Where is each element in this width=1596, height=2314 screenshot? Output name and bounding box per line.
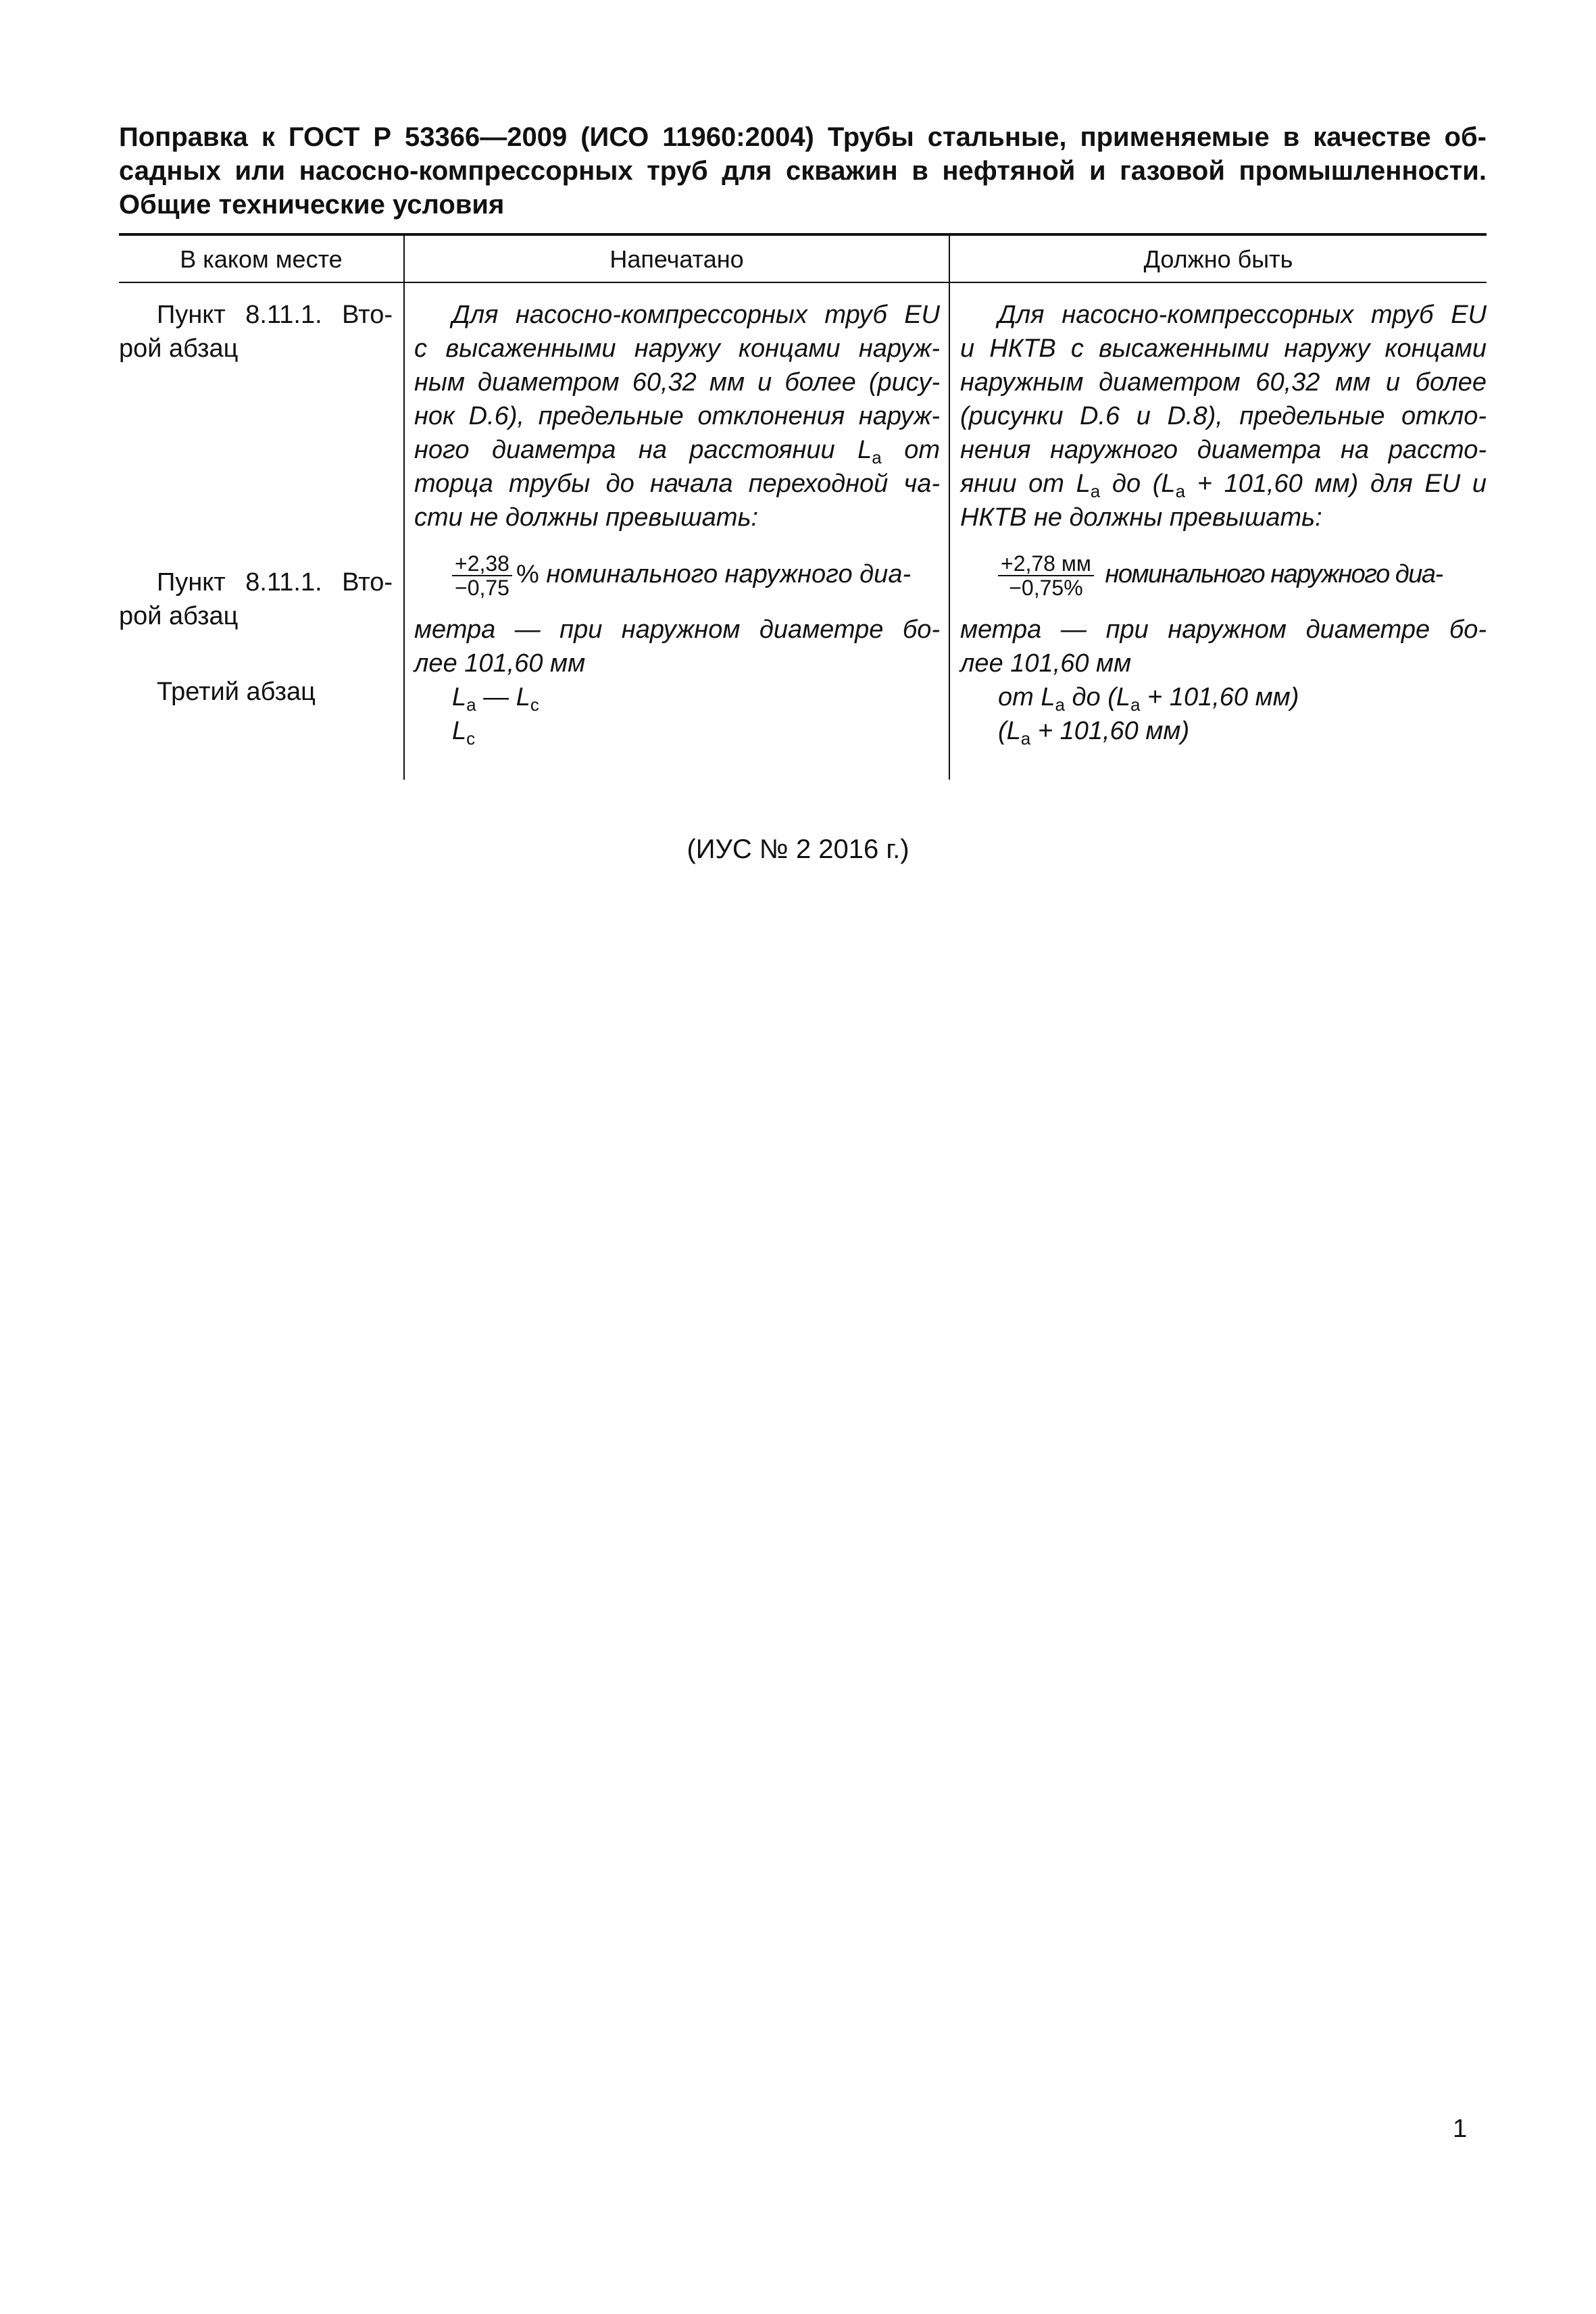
row1-should-line6-a: янии от	[960, 470, 1076, 498]
row2-where-line2: рой абзац	[119, 602, 239, 630]
row2-should-text3: лее 101,60 мм	[960, 649, 1132, 678]
row1-printed-line5-end: от	[881, 436, 940, 464]
row1-should-line3: наружным диаметром 60,32 мм и более	[960, 368, 1487, 397]
row1-printed-line7: сти не должны превышать:	[414, 503, 759, 532]
percent-unit: %	[516, 560, 539, 589]
page-number: 1	[1453, 2115, 1468, 2143]
row1-printed-line6: торца трубы до начала переходной ча-	[414, 470, 940, 498]
row1-printed-line1: Для насосно-компрессорных труб EU	[452, 301, 940, 329]
row1-printed-line2: с высаженными наружу концами наруж-	[414, 334, 940, 363]
subscript-a: a	[872, 447, 882, 468]
row1-should-line6	[960, 467, 1487, 501]
row1-where	[119, 298, 393, 366]
subscript-a: a	[1020, 728, 1031, 749]
row1-should-line6-b: до (	[1100, 470, 1162, 498]
row3-should-l1-c: + 101,60 мм)	[1140, 683, 1299, 711]
subscript-a: a	[466, 695, 476, 715]
subscript-c: c	[530, 695, 539, 715]
row2-should-be	[960, 552, 1487, 748]
symbol-l: L	[1006, 717, 1021, 745]
row1-should-line5: нения наружного диаметра на рассто-	[960, 436, 1487, 464]
subscript-c: c	[466, 728, 476, 749]
row2-where	[119, 565, 393, 633]
symbol-l: L	[1076, 470, 1091, 498]
symbol-l: L	[857, 436, 872, 464]
title-line-3: Общие технические условия	[119, 190, 505, 220]
column-divider-2	[949, 236, 950, 780]
row1-printed-line4: нок D.6), предельные отклонения наруж-	[414, 402, 940, 430]
row3-should-l1-a: от	[998, 683, 1041, 711]
row3-should-line1	[960, 680, 1487, 714]
row1-should-line2: и НКТВ с высаженными наружу концами	[960, 334, 1487, 363]
row2-where-line1: Пункт 8.11.1. Вто-	[157, 568, 393, 597]
row1-should-line1: Для насосно-компрессорных труб EU	[998, 301, 1487, 329]
row1-should-line4: (рисунки D.6 и D.8), предельные откло-	[960, 402, 1487, 430]
symbol-l: L	[452, 683, 467, 711]
row1-printed-line3: ным диаметром 60,32 мм и более (рису-	[414, 368, 940, 397]
document-title	[119, 120, 1487, 222]
header-rule	[119, 282, 1487, 283]
header-should-be: Должно быть	[1143, 245, 1293, 273]
subscript-a: a	[1130, 695, 1141, 715]
fraction-denominator: −0,75%	[1009, 576, 1083, 600]
row1-where-line1: Пункт 8.11.1. Вто-	[157, 301, 393, 329]
footer-ius-reference: (ИУС № 2 2016 г.)	[687, 834, 909, 864]
row1-should-line6-c: + 101,60 мм) для EU и	[1185, 470, 1487, 498]
dash: —	[476, 683, 516, 711]
row1-printed-line5-text: ного диаметра на расстоянии	[414, 436, 858, 464]
header-where: В каком месте	[180, 245, 343, 273]
row2-printed-text2: метра — при наружном диаметре бо-	[414, 615, 940, 644]
tolerance-fraction	[452, 552, 512, 599]
row2-should-text1: номинального наружного диа-	[1105, 560, 1443, 589]
row3-should-l1-b: до (	[1064, 683, 1116, 711]
column-divider-1	[403, 236, 405, 780]
row3-where-line1: Третий абзац	[157, 678, 316, 706]
subscript-a: a	[1175, 481, 1186, 501]
symbol-l: L	[1161, 470, 1176, 498]
title-line-2: садных или насосно-компрессорных труб для скважин в нефтяной и газовой промышленности.	[119, 156, 1487, 186]
symbol-l: L	[1116, 683, 1131, 711]
row2-should-text2: метра — при наружном диаметре бо-	[960, 615, 1487, 644]
row1-printed	[414, 298, 940, 534]
tolerance-fraction	[998, 552, 1094, 599]
symbol-l: L	[1041, 683, 1055, 711]
title-line-1: Поправка к ГОСТ Р 53366—2009 (ИСО 11960:2004) Трубы стальные, применяемые в качестве об-	[119, 122, 1487, 152]
amendment-table	[119, 233, 1487, 780]
symbol-l: L	[516, 683, 530, 711]
row3-printed-line2	[414, 714, 940, 748]
row2-printed-text3: лее 101,60 мм	[414, 649, 586, 678]
row2-printed	[414, 552, 940, 748]
subscript-a: a	[1055, 695, 1065, 715]
row2-printed-text1: номинального наружного диа-	[546, 560, 912, 589]
row3-printed-line1	[414, 680, 940, 714]
row3-where	[119, 675, 393, 709]
row1-where-line2: рой абзац	[119, 334, 239, 363]
fraction-numerator: +2,38	[452, 552, 512, 576]
row1-should-be	[960, 298, 1487, 534]
header-printed: Напечатано	[609, 245, 744, 273]
subscript-a: a	[1090, 481, 1101, 501]
fraction-numerator: +2,78 мм	[998, 552, 1094, 576]
row3-should-line2	[960, 714, 1487, 748]
fraction-denominator: −0,75	[455, 576, 509, 600]
row1-should-line7: НКТВ не должны превышать:	[960, 503, 1322, 532]
row3-should-l2-a: (	[998, 717, 1007, 745]
symbol-l: L	[452, 717, 467, 745]
row2-should-formula	[960, 552, 1487, 606]
row3-should-l2-b: + 101,60 мм)	[1030, 717, 1190, 745]
row1-printed-line5	[414, 433, 940, 467]
row2-printed-formula	[414, 552, 940, 606]
